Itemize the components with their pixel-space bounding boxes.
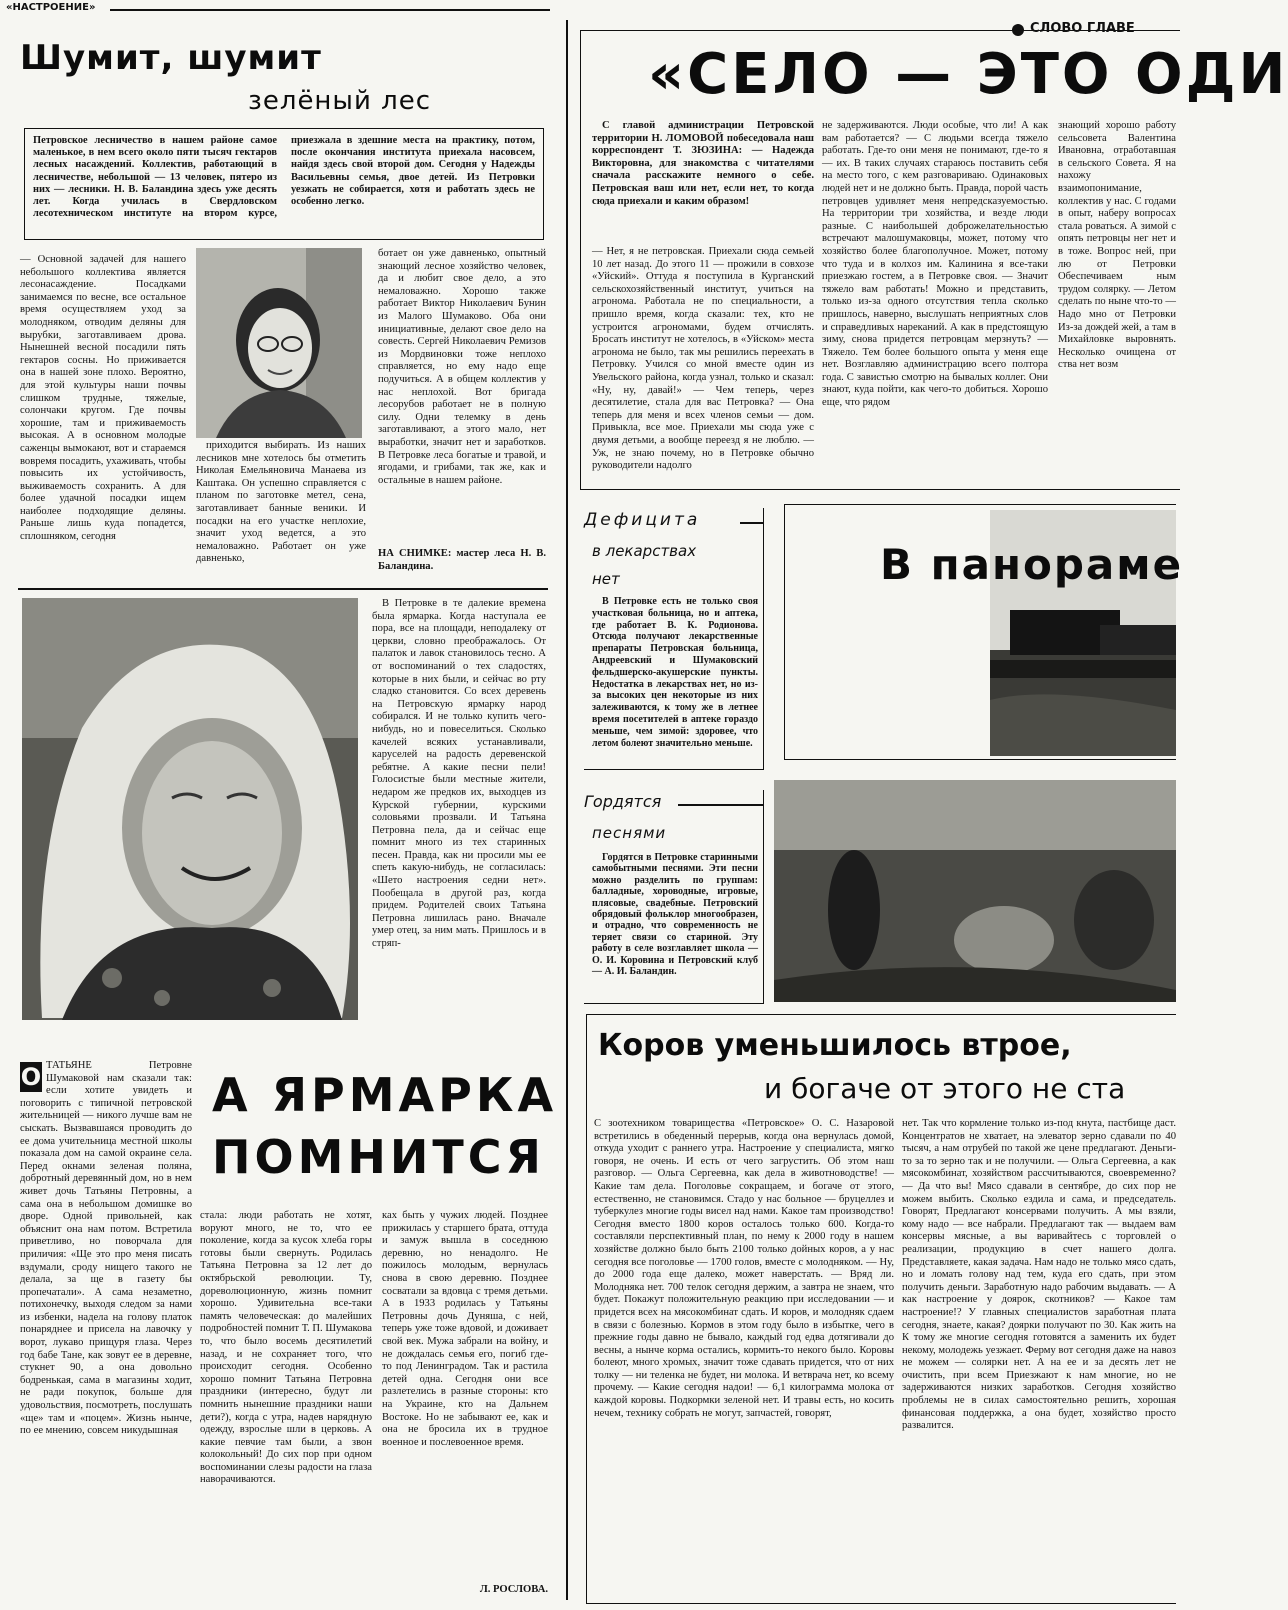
cows-title-line2: и богаче от этого не ста: [764, 1072, 1126, 1105]
old-woman-photo-image: [22, 598, 358, 1020]
forest-lead: Петровское лесничество в нашем районе самое маленькое, в нем всего около пяти тысяч гектаров лесных насаждений. Коллектив, работающий в лесничестве, небольшой — 13 человек, пятеро из них — лесники. Н. В. Баландина здесь уже десять лет. Когда училась в Свердловском лесотехническом институте на втором курсе, приезжала в здешние места на практику, потом, после окончания института приехала насовсем, найдя здесь свой второй дом. Сегодня у Надежды Васильевны семья, двое детей. Из Петровки уезжать не собирается, хотя и работать здесь не особенно легко.: [33, 135, 535, 220]
rubric-left: «НАСТРОЕНИЕ»: [6, 2, 96, 13]
fair-col-a: [20, 1060, 192, 1606]
fair-col-c: ках быть у чужих людей. Позднее прижилась у старшего брата, оттуда и замуж вышла в соседнюю деревню, но ненадолго. Не пожилось молодым, вернулась снова в свою деревню. Позднее сосватали за вдовца с тремя детьми. А в 1933 родилась у Татьяны Петровны дочь Дуняша, с ней, теперь уже тоже вдовой, и доживает свой век. Мужа забрали на войну, и не дождалась семья его, погиб где-то под Ленинградом. Так и растила детей одна. Сегодня они все разлетелись в разные стороны: кто на Украине, кто на Дальнем Востоке. Но не забывают ее, как и она не бросила их в трудное военное и послевоенное время.: [382, 1210, 548, 1448]
rubric-right: СЛОВО ГЛАВЕ: [1030, 21, 1135, 36]
forest-col3: ботает он уже давненько, опытный знающий лесное хозяйство человек, да и любит свое дело, а это немаловажно. Хорошо также работает Виктор Николаевич Бунин из Малого Шумаково. Оба они инициативные, делают свое дело на совесть. Сергей Николаевич Ремизов из Мордвиновки тоже неплохо справляется, но ему надо еще подучиться. А в общем коллектив у нас неплохой. Вот бригада лесорубов работает не в полную силу. Одни телемку в день заготавливают, а этого мало, нет выработки, значит нет и заработков. В Петровке леса богатые и травой, и ягодами, и грибами, так же, как и остальные в нашем районе.: [378, 248, 546, 486]
fair-col-a-text: ТАТЬЯНЕ Петровне Шумаковой нам сказали так: если хотите увидеть и поговорить с типичной петровской жительницей — никого лучше вам не сыскать. Вызвавшаяся проводить до ее дома учительница местной школы показала дом на самой окраине села. Перед окнами зеленая поляна, добротный деревянный дом, но в нем живет дочь Татьяны Петровны, а сама она в небольшом домишке во дворе. Одной привольней, как объяснит она нам потом. Встретила приветливо, но поворчала для приличия: «Ще это про меня писать вздумали, сроду нищего такого не делала, за ще в газету бы пропечатали». А сама незаметно, потихонечку, выходя следом за нами из избенки, надела на голову платок понаряднее и присела на лавочку у ворот, лукаво прищуря глаза. Через год бабе Тане, как зовут ее в деревне, стукнет 90, а она довольно бодренькая, сама в магазины ходит, не ради покупок, больше для удовольствия, посмотреть, послушать «ще» там и «поцем». Жизнь нынче, по ее мнению, совсем никудышная: [20, 1060, 192, 1437]
cows-title-line1: Коров уменьшилось втрое,: [598, 1028, 1072, 1063]
forester-photo: [196, 248, 362, 438]
forest-subtitle: зелёный лес: [248, 86, 432, 116]
field-photo-image: [774, 780, 1176, 1002]
songs-body: Гордятся в Петровке старинными самобытными песнями. Эти песни можно разделить по группам: балладные, хороводные, игровые, плясовые, свадебные. Петровский обрядовый фольклор многообразен, и отрадно, что современность не теряет связи со стариной. Эту работу в селе возглавляет школа — О. И. Коровина и Петровский клуб — А. И. Баландин.: [592, 852, 758, 978]
selo-title: «СЕЛО — ЭТО ОДИ: [648, 42, 1288, 107]
deficit-title-2: в лекарствах: [592, 542, 697, 560]
forest-bottom-rule: [18, 588, 548, 590]
selo-col3: знающий хорошо работу сельсовета Валентина Ивановна, отработавшая в сельского Совета. Я на нахожу взаимопонимание, коллектив у нас. С годами в опыт, наберу вопросах стала роваться. А зимой с опять петровцы нег нет и в тоже. Вопрос ней, при лю от Петровки Обеспечиваем ным трудом солярку. — Летом сделать по ныне что-то — Надо мно от Петровки Из-за дождей жей, а там в Михайловке выровнять. Несколько очищена от ства нет возм: [1058, 120, 1176, 371]
deficit-title-rule: [740, 522, 764, 524]
fair-drop-cap: О: [20, 1063, 42, 1091]
forester-photo-image: [196, 248, 362, 438]
songs-title-1: Гордятся: [584, 792, 662, 811]
column-separator: [566, 20, 568, 1600]
forest-title: Шумит, шумит: [20, 38, 322, 78]
songs-title-rule: [678, 804, 764, 806]
cows-col1: С зоотехником товарищества «Петровское» О. С. Назаровой встретились в обеденный перерыв, когда она вернулась домой, откуда уходит с раннего утра. Настроение у специалиста, мягко говоря, не очень. И есть от чего загрустить. Об этом наш разговор. — Ольга Сергеевна, как дела в животноводстве! — Какие там дела. Поголовье сокращаем, и богаче от этого, естественно, не становимся. Стадо у нас больное — бруцеллез и туберкулез многие годы висел над нами. Какое там производство! Сегодня вместо 1800 коров осталось только 600. Когда-то составляли перспективный план, по нему к 2000 году в нашем хозяйстве должно было быть 2100 только дойных коров, а у нас сегодня все поголовье — 1700 голов, вместе с молодняком. — Ну, до 2000 года еще далеко, может наверстать. — Вряд ли. Молодняка нет. 700 телок сегодня держим, а завтра не знаем, что будет. Покажут положительную реакцию при исследовании — и придется всех на мясокомбинат сдать. И коров, и молодняк сдаем в связи с болезнью. Кормов в этом году было в избытке, чего в прежние годы давно не бывало, каждый год едва дотягивали до весны, а нынче корма остались, кормить-то некого было. Коровы болеют, много хромых, значит тоже сдавать придется, что от них толку — ни теленка не будет, ни молока. И ветврача нет, ко всему прочему. — Какие сегодня надои! — 6,1 килограмма молока от каждой коровы. Подкормки зеленой нет. И травы есть, но косить нечем, технику собрать не могут, запчастей, говорят,: [594, 1118, 894, 1419]
forest-lead-box: [24, 128, 544, 240]
deficit-body: В Петровке есть не только своя участковая больница, но и аптека, где работает В. К. Родионова. Отсюда получают лекарственные препараты Петровская больница, Андреевский и Шумаковский фельдшерско-акушерские пункты. Недостатка в лекарствах нет, но из-за высоких цен некоторые из них залеживаются, к тому же в летнее время посетителей в аптеке гораздо меньше, чем зимой: здоровее, что летом болеют значительно меньше.: [592, 596, 758, 749]
fair-title-line1: А ЯРМАРКА: [212, 1068, 558, 1122]
cows-col2: нет. Так что кормление только из-под кнута, пастбище даст. Концентратов не хватает, на элеватор зерно сдавали по 40 тысяч, а нам отрубей по такой же цене предлагают. Деньги-то за то зерно так и не получили. — Ольга Сергеевна, а как мясокомбинат, хозяйством рассчитываются, своевременно? — Да что вы! Мясо сдавали в сентябре, до сих пор не можем выбить. Сколько ездила и сама, и председатель. Говорят, Предлагают консервами получить. А мы взяли, кому надо — все набрали. Предлагают так — выдаем вам консервы мясные, а вы варивайтесь с торговлей о реализации, продукцию в счет нашего долга. Представляете, какая задача. Нам надо не только мясо сдать, но и ломать голову над тем, куда его сдать, при этом получить деньги. Заработную надо рабочим выдавать. — А как настроение у доярок, скотников? — Какое там настроение!? У главных специалистов заработная плата сегодня, знаете, какая? доярки получают по 30. Как жить на К тому же многие сегодня готовятся а заменить их будет некому, молодежь уезжает. Ферму вот сегодня даже на навоз не можем — солярки нет. А на ее и за десять лет не очистить, при всем Приезжают к нам многие, но не задерживаются низких заработков. Сегодня хозяйство проблемы не в силах самостоятельно решить, хорошая финансовая поддержка, а она будет, хозяйство просто развалится.: [902, 1118, 1176, 1432]
selo-col1: — Нет, я не петровская. Приехали сюда семьей 10 лет назад. До этого 11 — прожили в совхозе «Уйский». Оттуда я поступила в Курганский сельскохозяйственный институт, учиться на агронома. Работала не по специальности, а пришло время, когда сказали: тех, кто не устроится агрономами, будем отчислять. Бросать институт не хотелось, в «Уйском» места агронома не было, так мы решились переехать в Петровку. Учился со мной вместе один из Увельского района, когда узнал, только и сказал: «Ну, ну, давай!» — Чем теперь, через десятилетие, стала для вас Петровка? — Она теперь для меня и всех членов семьи — дом. Привыкла, все мое. Приехали мы сюда уже с двумя детьми, а вообще переезд я не люблю. — Уж, не знаю почему, но в Петровке обычно руководители надолго: [592, 246, 814, 472]
songs-title-2: песнями: [592, 824, 667, 842]
old-woman-photo: [22, 598, 358, 1020]
rubric-left-underline: [110, 9, 550, 11]
fair-signature: Л. РОСЛОВА.: [479, 1584, 548, 1595]
forest-photo-caption: НА СНИМКЕ: мастер леса Н. В. Баландина.: [378, 548, 546, 572]
fair-title-line2: ПОМНИТСЯ: [212, 1130, 545, 1184]
selo-col2: не задерживаются. Люди особые, что ли! А как вам работается? — С людьми всегда тяжело работать. Где-то они меня не понимают, где-то я — их. В таких случаях стараюсь поставить себя на место того, с кем разговариваю. Одинаковых людей нет и не должно быть. Правда, порой часть петровцев удивляет меня непредсказуемостью. На территории три хозяйства, и везде люди разные. С наибольшей доброжелательностью встречают малошумаковцы, может, потому что хозяйство более благополучное. Может, потому что туда и в колхоз им. Калинина я все-таки приезжаю гостем, а в Петровке своя. — Значит тяжело вам работать! Можно и представить, только из-за одного отсутствия тепла сколько пришлось, наверно, выслушать неприятных слов и справедливых нареканий. А как в предстоящую зиму, снова придется петровцам мерзнуть? — Тяжело. Тем более большого опыта у меня еще нет. Возглавляю администрацию всего полтора года. С завистью смотрю на бывалых коллег. Они знают, куда пойти, как чего-то добиться. Хорошо еще, что рядом: [822, 120, 1048, 409]
deficit-title-3: нет: [592, 570, 620, 588]
fair-col-right-top: В Петровке в те далекие времена была ярмарка. Когда наступала ее пора, все на площади, неподалеку от церкви, словно преображалось. От палаток и лавок становилось тесно. А от воспоминаний о тех сладостях, которые в них были, и сейчас во рту сладко становится. Со всех деревень на Петровскую ярмарку народ собирался. И не только купить чего-нибудь, но и повеселиться. Сколько качелей всяких устанавливали, каруселей на радость деревенской ребятне. А какие песни пели! Голосистые были местные жители, недаром же предков их, выходцев из Курской губернии, курскими соловьями прозвали. И Татьяна Петровна пела, да и сейчас еще помнит много из тех старинных песен. Правда, как ни просили мы ее спеть какую-нибудь, не согласилась: «Шето настроения седни нет». Пообещала в другой раз, когда придем. Родителей своих Татьяна Петровна лишилась рано. Вначале умер отец, за ним мать. Пришлось и в стряп-: [372, 598, 546, 950]
field-photo: [774, 780, 1176, 1002]
panorama-title: В панораме: [880, 540, 1184, 589]
fair-col-b: стала: люди работать не хотят, воруют много, не то, что ее поколение, когда за кусок хлеба горы готовы были свернуть. Родилась Татьяна Петровна за 12 лет до октябрьской революции. Ту, дореволюционную, жизнь помнит хорошо. Удивительна все-таки память человеческая: до малейших подробностей помнит Т. П. Шумакова то, что было восемь десятилетий назад, и не сохраняет того, что происходит сегодня. Особенно хорошо помнит Татьяна Петровна праздники (интересно, будут ли помнить нынешние праздники наши дети?), когда с утра, надев нарядную одежду, взрослые шли в церковь. А какие певчие там были, а звон колокольный! До сих пор при одном воспоминании слезы радости на глаза наворачиваются.: [200, 1210, 373, 1486]
deficit-title-1: Дефицита: [584, 510, 701, 530]
selo-lead: С главой администрации Петровской территории Н. ЛОМОВОЙ побеседовала наш корреспондент Т. ЗЮЗИНА: — Надежда Викторовна, для знакомства с читателями сначала расскажите немного о себе. Петровская ваш или нет, если нет, то когда сюда приехали и каким образом!: [592, 120, 814, 207]
forest-col1: — Основной задачей для нашего небольшого коллектива является лесонасаждение. Посадками занимаемся по весне, все остальное время осуществляем уход за молодняком, отводим деляны для вырубки, заготавливаем дрова. Нынешней весной посадили пять гектаров сосны. Но приживается она в нашей зоне плохо. Вероятно, для этой культуры наши почвы слишком трудные, тяжелые, солончаки кругом. Где почвы хорошие, там и приживаемость высокая. А в основном молодые саженцы вымокают, вот и стараемся вовремя посадить, ухаживать, чтобы повысить их устойчивость, выживаемость сохранить. А для более удачной посадки ищем наиболее подходящие деляны. Раньше лишь куда попадется, сплошняком, сегодня: [20, 254, 186, 543]
forest-col2: приходится выбирать. Из наших лесников мне хотелось бы отметить Николая Емельяновича Манаева из Каштака. Он успешно справляется с планом по заготовке метел, сена, заготавливает банные веники. И посадки на его участке неплохие, значит уход ведется, а это немаловажно. Работает он уже давненько,: [196, 440, 366, 565]
